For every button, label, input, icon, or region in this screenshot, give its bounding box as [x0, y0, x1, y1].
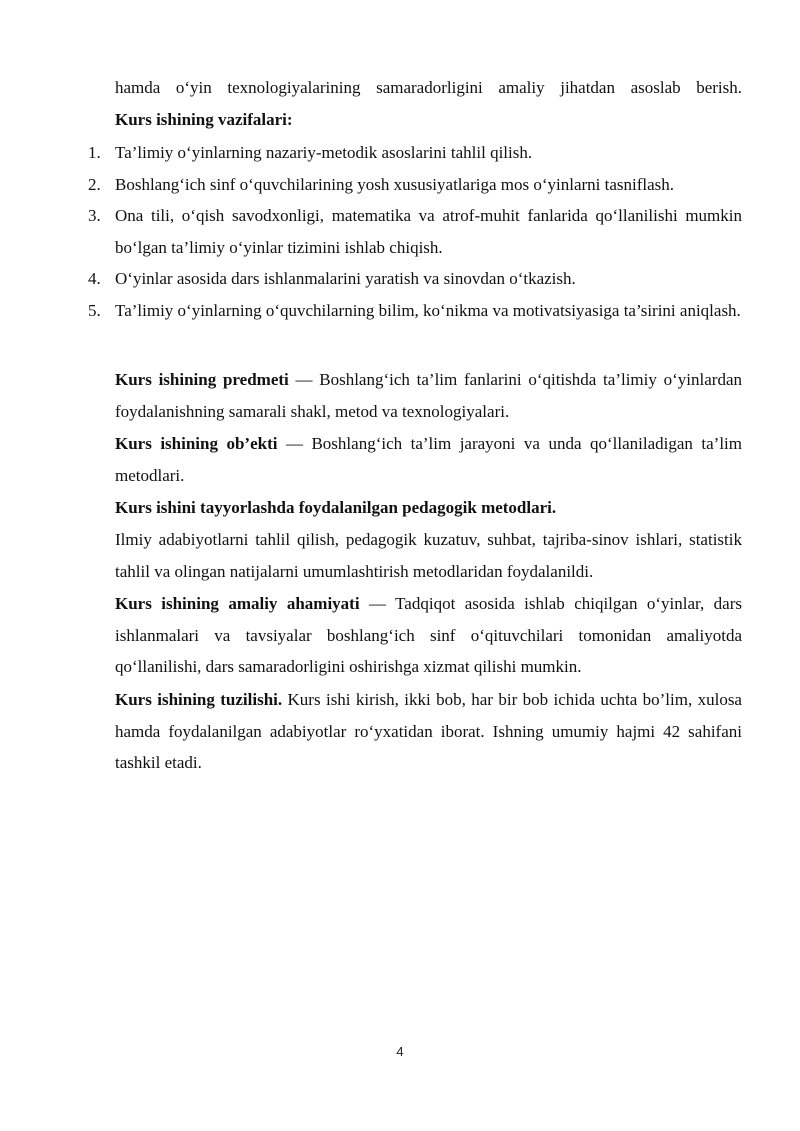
list-item: [0, 137, 742, 169]
intro-paragraph-end: hamda o‘yin texnologiyalarining samaradorligini amaliy jihatdan asoslab berish.: [115, 78, 742, 97]
structure-paragraph: [115, 684, 742, 779]
list-item-text: Ta’limiy o‘yinlarning o‘quvchilarning bilim, ko‘nikma va motivatsiyasiga ta’sirini aniqlash.: [115, 300, 741, 320]
practical-paragraph: [115, 588, 742, 683]
list-item-number: 1.: [88, 143, 101, 162]
practical-text: — Tadqiqot asosida ishlab chiqilgan o‘yinlar, dars ishlanmalari va tavsiyalar boshlang‘ich sinf o‘qituvchilari tomonidan amaliyotda qo‘llanilishi, dars samaradorligini oshirishga xizmat qilishi mumkin.: [115, 594, 742, 676]
tasks-heading-text: Kurs ishining vazifalari:: [115, 110, 293, 129]
subject-text: — Boshlang‘ich ta’lim fanlarini o‘qitishda ta’limiy o‘yinlardan foydalanishning samarali shakl, metod va texnologiyalari.: [115, 370, 742, 421]
list-item-number: 2.: [88, 174, 101, 194]
list-item-text: Boshlang‘ich sinf o‘quvchilarining yosh xususiyatlariga mos o‘yinlarni tasniflash.: [115, 174, 675, 194]
list-item: [0, 200, 742, 263]
methods-heading-text: Kurs ishini tayyorlashda foydalanilgan pedagogik metodlari.: [115, 498, 557, 517]
list-item-text: O‘yinlar asosida dars ishlanmalarini yaratish va sinovdan o‘tkazish.: [115, 269, 576, 288]
list-item: [0, 295, 742, 327]
list-item: [0, 263, 742, 295]
tasks-list: [0, 137, 742, 326]
methods-paragraph: Ilmiy adabiyotlarni tahlil qilish, pedagogik kuzatuv, suhbat, tajriba-sinov ishlari, statistik tahlil va olingan natijalarni umumlashtirish metodlaridan foydalanildi.: [115, 530, 742, 581]
list-item-number: 5.: [88, 300, 101, 320]
list-item-text: Ta’limiy o‘yinlarning nazariy-metodik asoslarini tahlil qilish.: [115, 143, 533, 162]
page-number: 4: [396, 1044, 404, 1059]
structure-label: Kurs ishining tuzilishi.: [115, 690, 283, 709]
object-text: — Boshlang‘ich ta’lim jarayoni va unda qo‘llaniladigan ta’lim metodlari.: [115, 434, 742, 485]
list-item: [0, 169, 742, 201]
tasks-heading: [115, 104, 742, 136]
practical-label: Kurs ishining amaliy ahamiyati: [115, 594, 360, 613]
structure-text: Kurs ishi kirish, ikki bob, har bir bob ichida uchta bo’lim, xulosa hamda foydalanilgan adabiyotlar ro‘yxatidan iborat. Ishning umumiy hajmi 42 sahifani tashkil etadi.: [115, 690, 742, 772]
object-paragraph: [115, 428, 742, 491]
list-item-number: 4.: [88, 269, 101, 288]
subject-label: Kurs ishining predmeti: [115, 370, 289, 389]
subject-paragraph: [115, 364, 742, 427]
methods-heading: [115, 492, 742, 524]
list-item-text: Ona tili, o‘qish savodxonligi, matematika va atrof-muhit fanlarida qo‘llanilishi mumkin bo‘lgan ta’limiy o‘yinlar tizimini ishlab chiqish.: [115, 206, 742, 257]
list-item-number: 3.: [88, 206, 101, 225]
object-label: Kurs ishining ob’ekti: [115, 434, 278, 453]
